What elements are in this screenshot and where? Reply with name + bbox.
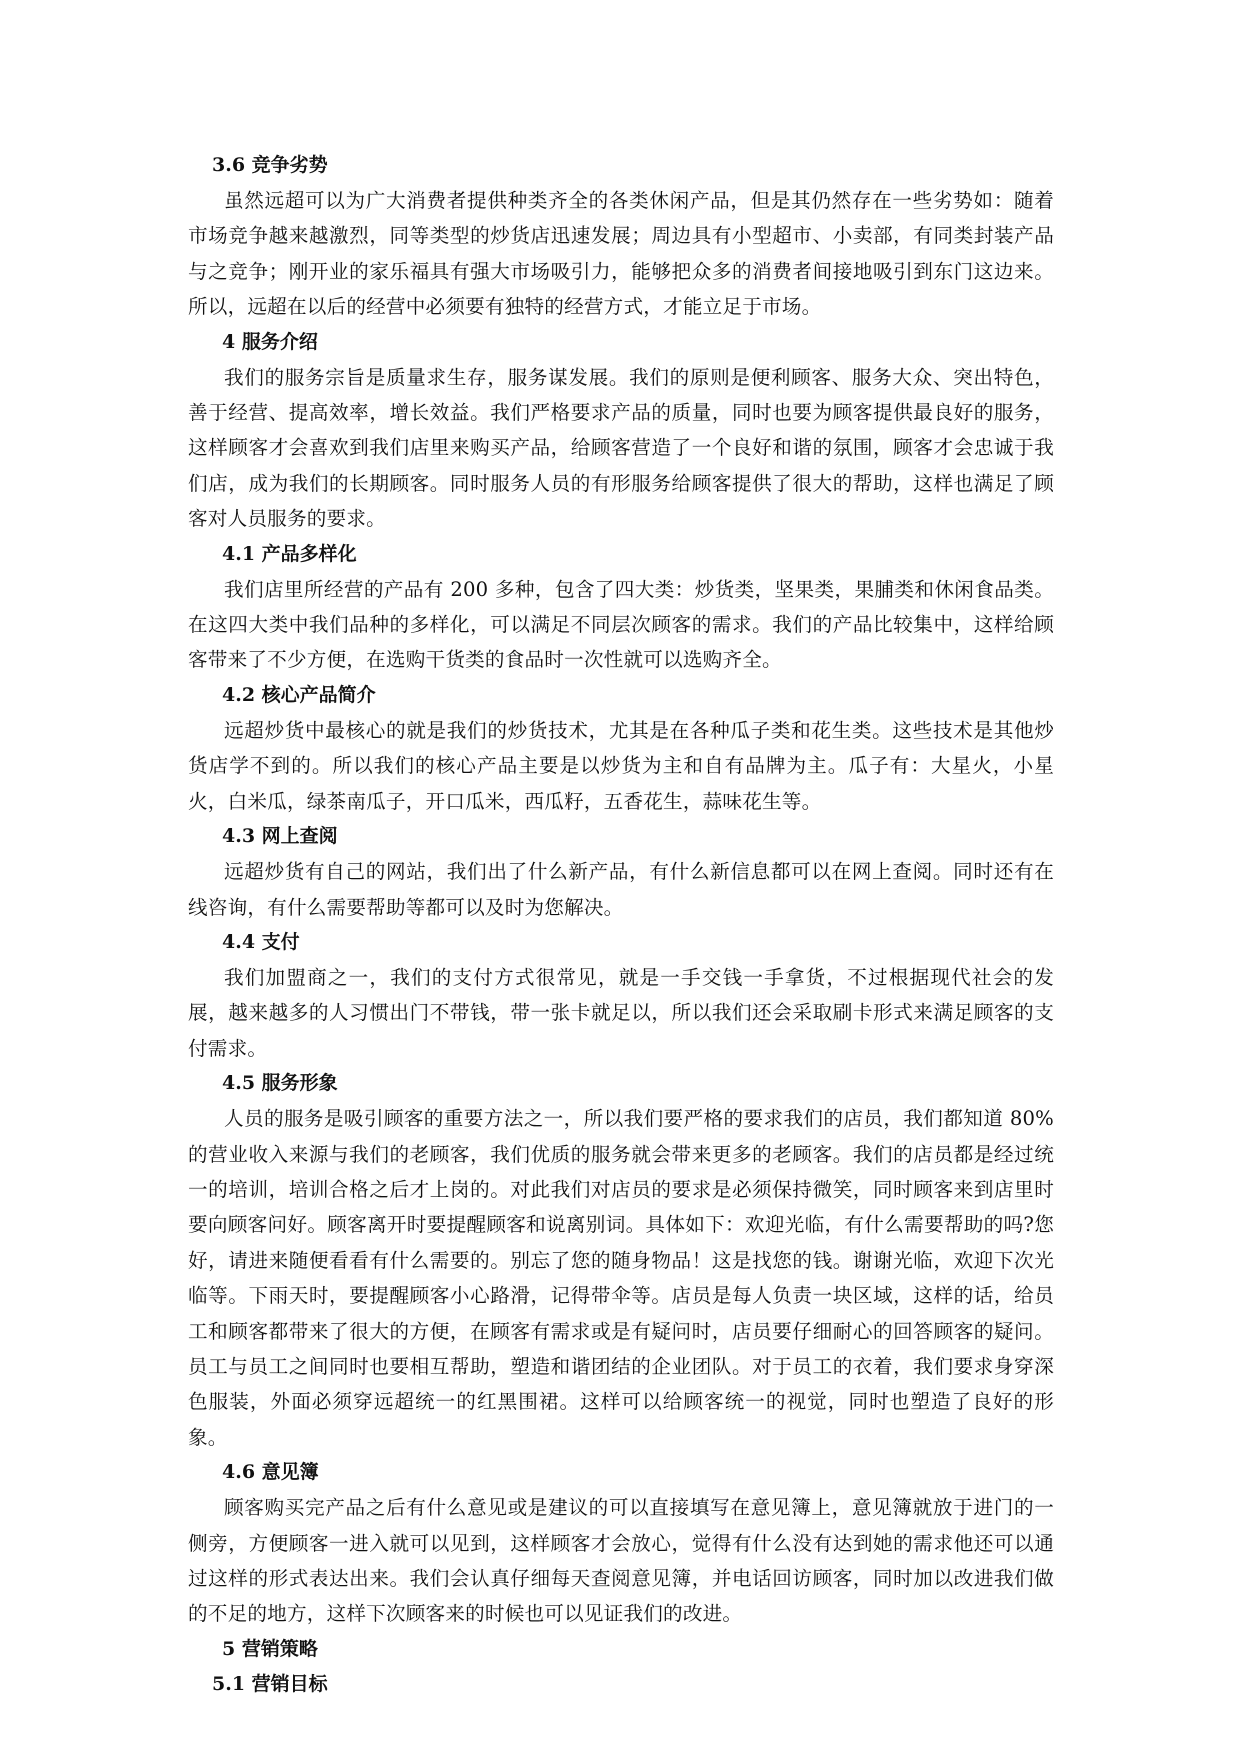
section-heading-4-6: 4.6 意见簿 [222,1461,319,1484]
section-paragraph-4: 我们的服务宗旨是质量求生存，服务谋发展。我们的原则是便利顾客、服务大众、突出特色，善于经营、提高效率，增长效益。我们严格要求产品的质量，同时也要为顾客提供最良好的服务，这样顾客才会喜欢到我们店里来购买产品，给顾客营造了一个良好和谐的氛围，顾客才会忠诚于我们店，成为我们的长期顾客。同时服务人员的有形服务给顾客提供了很大的帮助，这样也满足了顾客对人员服务的要求。 [188,365,1054,531]
section-paragraph-4-6: 顾客购买完产品之后有什么意见或是建议的可以直接填写在意见簿上，意见簿就放于进门的一侧旁，方便顾客一进入就可以见到，这样顾客才会放心，觉得有什么没有达到她的需求他还可以通过这样的形式表达出来。我们会认真仔细每天查阅意见簿，并电话回访顾客，同时加以改进我们做的不足的地方，这样下次顾客来的时候也可以见证我们的改进。 [188,1496,1054,1626]
section-heading-4-3: 4.3 网上查阅 [222,825,338,848]
section-paragraph-4-3: 远超炒货有自己的网站，我们出了什么新产品，有什么新信息都可以在网上查阅。同时还有在线咨询，有什么需要帮助等都可以及时为您解决。 [188,860,1054,919]
section-paragraph-3-6: 虽然远超可以为广大消费者提供种类齐全的各类休闲产品，但是其仍然存在一些劣势如：随着市场竞争越来越激烈，同等类型的炒货店迅速发展；周边具有小型超市、小卖部，有同类封装产品与之竞争；刚开业的家乐福具有强大市场吸引力，能够把众多的消费者间接地吸引到东门这边来。所以，远超在以后的经营中必须要有独特的经营方式，才能立足于市场。 [188,189,1054,319]
section-heading-3-6: 3.6 竞争劣势 [212,154,328,176]
section-paragraph-4-1: 我们店里所经营的产品有 200 多种，包含了四大类：炒货类，坚果类，果脯类和休闲食品类。在这四大类中我们品种的多样化，可以满足不同层次顾客的需求。我们的产品比较集中，这样给顾客带来了不少方便，在选购干货类的食品时一次性就可以选购齐全。 [188,577,1054,672]
section-heading-4-2: 4.2 核心产品简介 [222,683,376,706]
section-heading-4-4: 4.4 支付 [222,930,300,953]
section-paragraph-4-5: 人员的服务是吸引顾客的重要方法之一，所以我们要严格的要求我们的店员，我们都知道 80%的营业收入来源与我们的老顾客，我们优质的服务就会带来更多的老顾客。我们的店员都是经过统一的培训，培训合格之后才上岗的。对此我们对店员的要求是必须保持微笑，同时顾客来到店里时要向顾客问好。顾客离开时要提醒顾客和说离别词。具体如下：欢迎光临，有什么需要帮助的吗?您好，请进来随便看看有什么需要的。别忘了您的随身物品！这是找您的钱。谢谢光临，欢迎下次光临等。下雨天时，要提醒顾客小心路滑，记得带伞等。店员是每人负责一块区域，这样的话，给员工和顾客都带来了很大的方便，在顾客有需求或是有疑问时，店员要仔细耐心的回答顾客的疑问。员工与员工之间同时也要相互帮助，塑造和谐团结的企业团队。对于员工的衣着，我们要求身穿深色服装，外面必须穿远超统一的红黑围裙。这样可以给顾客统一的视觉，同时也塑造了良好的形象。 [188,1107,1054,1449]
section-heading-5-1: 5.1 营销目标 [212,1672,328,1695]
section-heading-4-5: 4.5 服务形象 [222,1072,338,1095]
section-heading-4: 4 服务介绍 [222,330,318,353]
section-paragraph-4-2: 远超炒货中最核心的就是我们的炒货技术，尤其是在各种瓜子类和花生类。这些技术是其他炒货店学不到的。所以我们的核心产品主要是以炒货为主和自有品牌为主。瓜子有：大星火，小星火，白米瓜，绿茶南瓜子，开口瓜米，西瓜籽，五香花生，蒜味花生等。 [188,718,1054,813]
section-heading-5: 5 营销策略 [222,1637,318,1660]
section-paragraph-4-4: 我们加盟商之一，我们的支付方式很常见，就是一手交钱一手拿货，不过根据现代社会的发展，越来越多的人习惯出门不带钱，带一张卡就足以，所以我们还会采取刷卡形式来满足顾客的支付需求。 [188,965,1054,1060]
section-heading-4-1: 4.1 产品多样化 [222,542,357,565]
document-page [188,148,1054,1702]
